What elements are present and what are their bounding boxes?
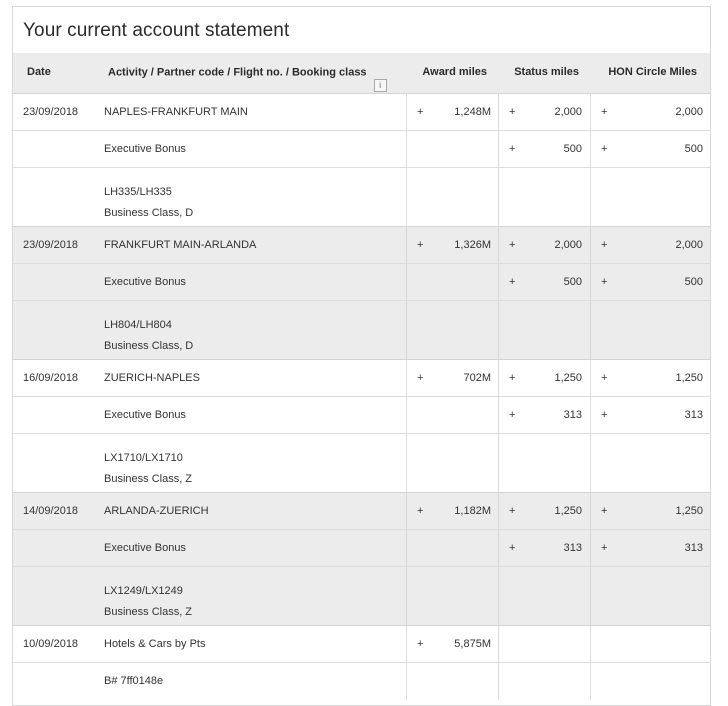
hon-plus-sign: + bbox=[601, 143, 608, 155]
status-miles-cell bbox=[498, 530, 590, 566]
award-plus-sign: + bbox=[417, 638, 424, 650]
table-row bbox=[13, 493, 710, 530]
statement-entry bbox=[13, 359, 710, 492]
status-plus-sign: + bbox=[509, 106, 516, 118]
hon-miles-value: 313 bbox=[684, 409, 703, 421]
entry-date: 16/09/2018 bbox=[23, 372, 79, 384]
hon-miles-cell bbox=[590, 626, 711, 662]
hon-miles-cell bbox=[590, 530, 711, 566]
statement-entry bbox=[13, 492, 710, 625]
hon-miles-value: 1,250 bbox=[675, 372, 703, 384]
award-miles-cell bbox=[406, 360, 498, 396]
status-miles-cell bbox=[498, 397, 590, 433]
entry-date: 14/09/2018 bbox=[23, 505, 79, 517]
hon-miles-cell bbox=[590, 434, 711, 492]
status-plus-sign: + bbox=[509, 143, 516, 155]
flight-number: LH804/LH804 bbox=[104, 319, 172, 331]
status-miles-value: 500 bbox=[563, 276, 582, 288]
hon-miles-value: 1,250 bbox=[675, 505, 703, 517]
award-miles-value: 702M bbox=[463, 372, 491, 384]
status-miles-cell bbox=[498, 168, 590, 226]
table-row bbox=[13, 168, 710, 226]
hon-miles-cell bbox=[590, 264, 711, 300]
flight-number: LX1249/LX1249 bbox=[104, 585, 183, 597]
entry-date: 10/09/2018 bbox=[23, 638, 79, 650]
statement-entry bbox=[13, 226, 710, 359]
flight-details bbox=[104, 182, 193, 224]
status-miles-value: 2,000 bbox=[554, 106, 582, 118]
hon-miles-cell bbox=[590, 493, 711, 529]
activity-text: Executive Bonus bbox=[104, 542, 186, 554]
header-activity bbox=[108, 66, 387, 90]
hon-plus-sign: + bbox=[601, 542, 608, 554]
statement-entry bbox=[13, 625, 710, 700]
statement-panel bbox=[12, 6, 711, 706]
award-miles-cell bbox=[406, 227, 498, 263]
flight-details bbox=[104, 581, 192, 623]
award-miles-cell bbox=[406, 397, 498, 433]
table-header bbox=[13, 53, 710, 93]
table-row bbox=[13, 397, 710, 434]
status-miles-cell bbox=[498, 663, 590, 700]
award-miles-cell bbox=[406, 493, 498, 529]
award-plus-sign: + bbox=[417, 239, 424, 251]
booking-class: Business Class, D bbox=[104, 207, 194, 219]
hon-plus-sign: + bbox=[601, 239, 608, 251]
flight-number: LX1710/LX1710 bbox=[104, 452, 183, 464]
activity-text: Executive Bonus bbox=[104, 409, 186, 421]
hon-miles-value: 313 bbox=[684, 542, 703, 554]
status-miles-cell bbox=[498, 94, 590, 130]
booking-class: Business Class, D bbox=[104, 340, 194, 352]
status-plus-sign: + bbox=[509, 542, 516, 554]
status-miles-cell bbox=[498, 264, 590, 300]
status-miles-cell bbox=[498, 567, 590, 625]
hon-plus-sign: + bbox=[601, 372, 608, 384]
entry-date: 23/09/2018 bbox=[23, 106, 79, 118]
hon-miles-cell bbox=[590, 301, 711, 359]
entry-date: 23/09/2018 bbox=[23, 239, 79, 251]
header-award-miles: Award miles bbox=[422, 66, 487, 78]
hon-miles-value: 500 bbox=[684, 143, 703, 155]
award-miles-value: 1,248M bbox=[454, 106, 491, 118]
header-date: Date bbox=[27, 66, 51, 78]
status-miles-cell bbox=[498, 301, 590, 359]
status-miles-value: 313 bbox=[563, 542, 582, 554]
activity-text: ZUERICH-NAPLES bbox=[104, 372, 200, 384]
booking-class: Business Class, Z bbox=[104, 606, 193, 618]
statement-table-body bbox=[13, 93, 710, 700]
status-miles-value: 2,000 bbox=[554, 239, 582, 251]
award-plus-sign: + bbox=[417, 505, 424, 517]
header-hon-circle-miles: HON Circle Miles bbox=[608, 66, 697, 78]
hon-miles-cell bbox=[590, 168, 711, 226]
activity-text: NAPLES-FRANKFURT MAIN bbox=[104, 106, 248, 118]
table-row bbox=[13, 227, 710, 264]
hon-miles-cell bbox=[590, 567, 711, 625]
award-miles-value: 5,875M bbox=[454, 638, 491, 650]
status-miles-cell bbox=[498, 626, 590, 662]
booking-class: Business Class, Z bbox=[104, 473, 193, 485]
table-row bbox=[13, 663, 710, 700]
header-activity-label: Activity / Partner code / Flight no. / Booking class bbox=[108, 66, 367, 79]
hon-miles-cell bbox=[590, 227, 711, 263]
table-row bbox=[13, 360, 710, 397]
award-miles-cell bbox=[406, 94, 498, 130]
award-plus-sign: + bbox=[417, 106, 424, 118]
activity-text: Hotels & Cars by Pts bbox=[104, 638, 206, 650]
status-plus-sign: + bbox=[509, 505, 516, 517]
activity-text: Executive Bonus bbox=[104, 276, 186, 288]
hon-plus-sign: + bbox=[601, 409, 608, 421]
hon-miles-cell bbox=[590, 397, 711, 433]
award-miles-cell bbox=[406, 530, 498, 566]
table-row bbox=[13, 434, 710, 492]
award-miles-cell bbox=[406, 301, 498, 359]
award-miles-cell bbox=[406, 626, 498, 662]
award-plus-sign: + bbox=[417, 372, 424, 384]
status-plus-sign: + bbox=[509, 276, 516, 288]
status-miles-cell bbox=[498, 360, 590, 396]
hon-plus-sign: + bbox=[601, 276, 608, 288]
hon-miles-cell bbox=[590, 663, 711, 700]
table-row bbox=[13, 301, 710, 359]
activity-text: ARLANDA-ZUERICH bbox=[104, 505, 209, 517]
table-row bbox=[13, 94, 710, 131]
hon-plus-sign: + bbox=[601, 505, 608, 517]
status-miles-value: 1,250 bbox=[554, 505, 582, 517]
status-miles-cell bbox=[498, 493, 590, 529]
status-plus-sign: + bbox=[509, 239, 516, 251]
hon-miles-value: 2,000 bbox=[675, 239, 703, 251]
info-icon[interactable]: i bbox=[374, 79, 387, 92]
hon-miles-cell bbox=[590, 360, 711, 396]
statement-entry bbox=[13, 93, 710, 226]
table-row bbox=[13, 530, 710, 567]
header-status-miles: Status miles bbox=[514, 66, 579, 78]
status-miles-value: 500 bbox=[563, 143, 582, 155]
hon-plus-sign: + bbox=[601, 106, 608, 118]
hon-miles-cell bbox=[590, 131, 711, 167]
status-miles-cell bbox=[498, 434, 590, 492]
status-miles-value: 1,250 bbox=[554, 372, 582, 384]
table-row bbox=[13, 264, 710, 301]
status-plus-sign: + bbox=[509, 409, 516, 421]
activity-text: FRANKFURT MAIN-ARLANDA bbox=[104, 239, 257, 251]
status-miles-value: 313 bbox=[563, 409, 582, 421]
table-row bbox=[13, 567, 710, 625]
hon-miles-value: 500 bbox=[684, 276, 703, 288]
award-miles-cell bbox=[406, 168, 498, 226]
hon-miles-value: 2,000 bbox=[675, 106, 703, 118]
award-miles-cell bbox=[406, 264, 498, 300]
flight-details bbox=[104, 315, 193, 357]
table-row bbox=[13, 626, 710, 663]
table-row bbox=[13, 131, 710, 168]
activity-text: Executive Bonus bbox=[104, 143, 186, 155]
flight-number: LH335/LH335 bbox=[104, 186, 172, 198]
hon-miles-cell bbox=[590, 94, 711, 130]
award-miles-cell bbox=[406, 663, 498, 700]
award-miles-value: 1,182M bbox=[454, 505, 491, 517]
award-miles-cell bbox=[406, 567, 498, 625]
status-miles-cell bbox=[498, 227, 590, 263]
award-miles-cell bbox=[406, 434, 498, 492]
status-plus-sign: + bbox=[509, 372, 516, 384]
activity-text: B# 7ff0148e bbox=[104, 675, 164, 687]
award-miles-value: 1,326M bbox=[454, 239, 491, 251]
page-title: Your current account statement bbox=[23, 20, 290, 41]
flight-details bbox=[104, 448, 192, 490]
award-miles-cell bbox=[406, 131, 498, 167]
status-miles-cell bbox=[498, 131, 590, 167]
